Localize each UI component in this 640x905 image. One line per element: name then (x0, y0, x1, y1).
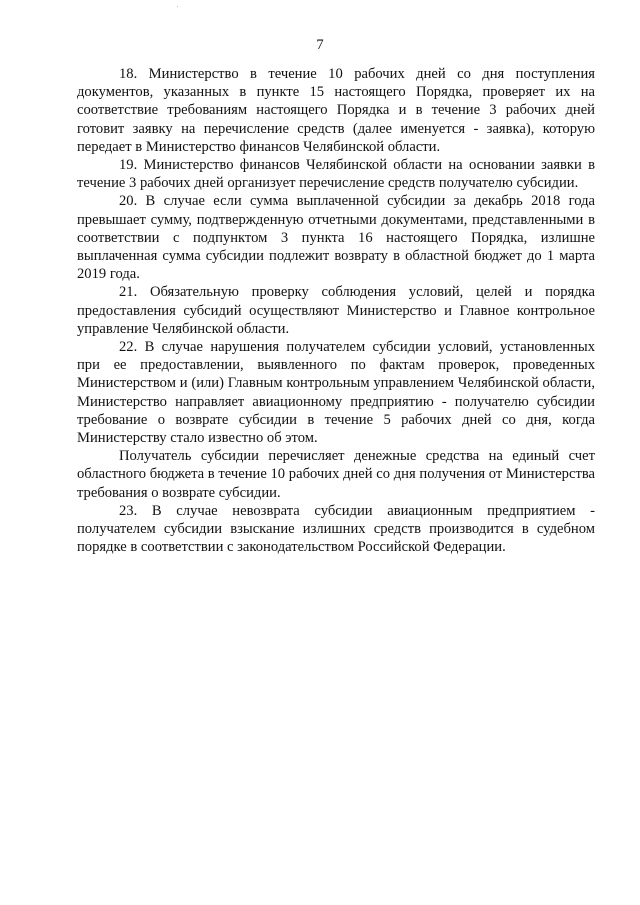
paragraph-18: 18. Министерство в течение 10 рабочих дней со дня поступления документов, указанных в пункте 15 настоящего Порядка, проверяет их на соответствие требованиям настоящего Порядка и в течение 3 рабочих дней готовит заявку на перечисление средств (далее именуется - заявка), которую передает в Министерство финансов Челябинской области. (77, 66, 595, 155)
paragraph-22: 22. В случае нарушения получателем субсидии условий, установленных при ее предоставлении, выявленного по фактам проверок, проведенных Министерством и (или) Главным контрольным управлением Челябинской области, Министерство направляет авиационному предприятию - получателю субсидии требование о возврате субсидии в течение 5 рабочих дней со дня, когда Министерству стало известно об этом. (77, 339, 595, 447)
paragraph-20: 20. В случае если сумма выплаченной субсидии за декабрь 2018 года превышает сумму, подтвержденную отчетными документами, представленными в соответствии с подпунктом 3 пункта 16 настоящего Порядка, излишне выплаченная сумма субсидии подлежит возврату в областной бюджет до 1 марта 2019 года. (77, 193, 595, 283)
scan-speck (177, 6, 178, 7)
paragraph-22-continuation: Получатель субсидии перечисляет денежные средства на единый счет областного бюджета в течение 10 рабочих дней со дня получения от Министерства требования о возврате субсидии. (77, 448, 595, 501)
paragraph-21: 21. Обязательную проверку соблюдения условий, целей и порядка предоставления субсидий осуществляют Министерство и Главное контрольное управление Челябинской области. (77, 284, 595, 337)
paragraph-19: 19. Министерство финансов Челябинской области на основании заявки в течение 3 рабочих дней организует перечисление средств получателю субсидии. (77, 157, 595, 192)
document-body (77, 65, 595, 556)
paragraph-23: 23. В случае невозврата субсидии авиационным предприятием - получателем субсидии взыскание излишних средств производится в судебном порядке в соответствии с законодательством Российской Федерации. (77, 502, 595, 556)
page-number: 7 (316, 37, 324, 53)
